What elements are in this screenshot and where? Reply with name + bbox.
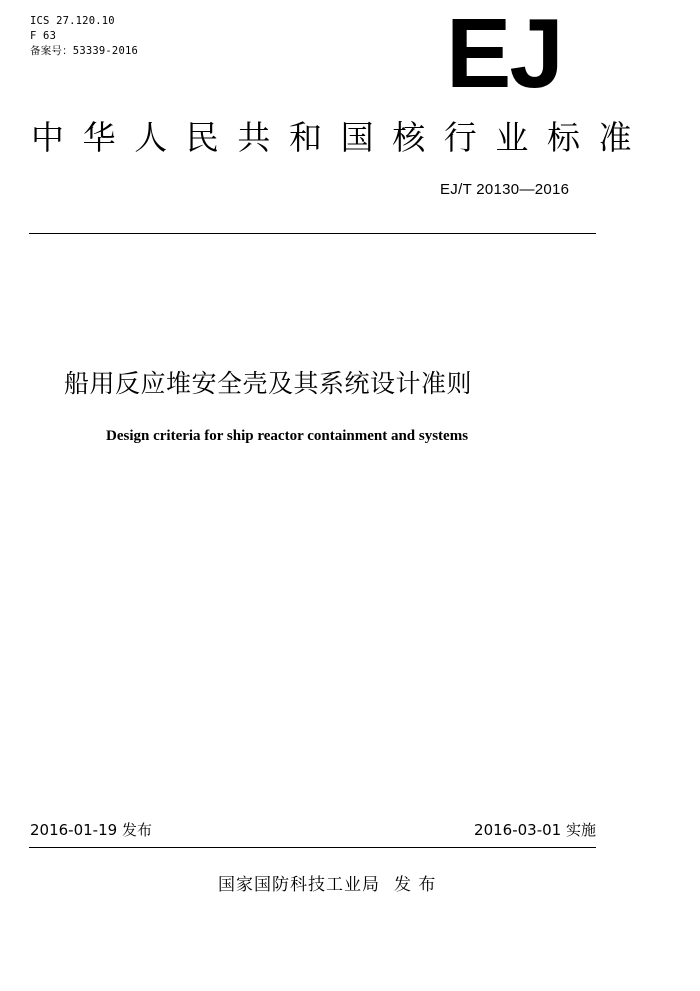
release-date: 2016-01-19 发布	[30, 821, 152, 839]
ej-logo: EJ	[446, 0, 562, 108]
classification-block	[30, 14, 138, 59]
implementation-date: 2016-03-01 实施	[474, 821, 596, 839]
standard-category-title: 中华人民共和国核行业标准	[31, 118, 651, 157]
document-title-english: Design criteria for ship reactor containment and systems	[106, 428, 469, 444]
ics-code: ICS 27.120.10	[30, 15, 115, 27]
bottom-divider	[29, 847, 596, 848]
filing-number: 备案号：53339-2016	[30, 45, 139, 57]
publisher-name: 国家国防科技工业局	[218, 875, 380, 895]
ccs-code: F 63	[30, 30, 57, 42]
standard-number: EJ/T 20130—2016	[440, 181, 570, 198]
top-divider	[29, 233, 596, 234]
document-title-chinese: 船用反应堆安全壳及其系统设计准则	[64, 369, 473, 398]
publisher-line	[218, 874, 436, 896]
publish-label: 发 布	[394, 875, 437, 895]
